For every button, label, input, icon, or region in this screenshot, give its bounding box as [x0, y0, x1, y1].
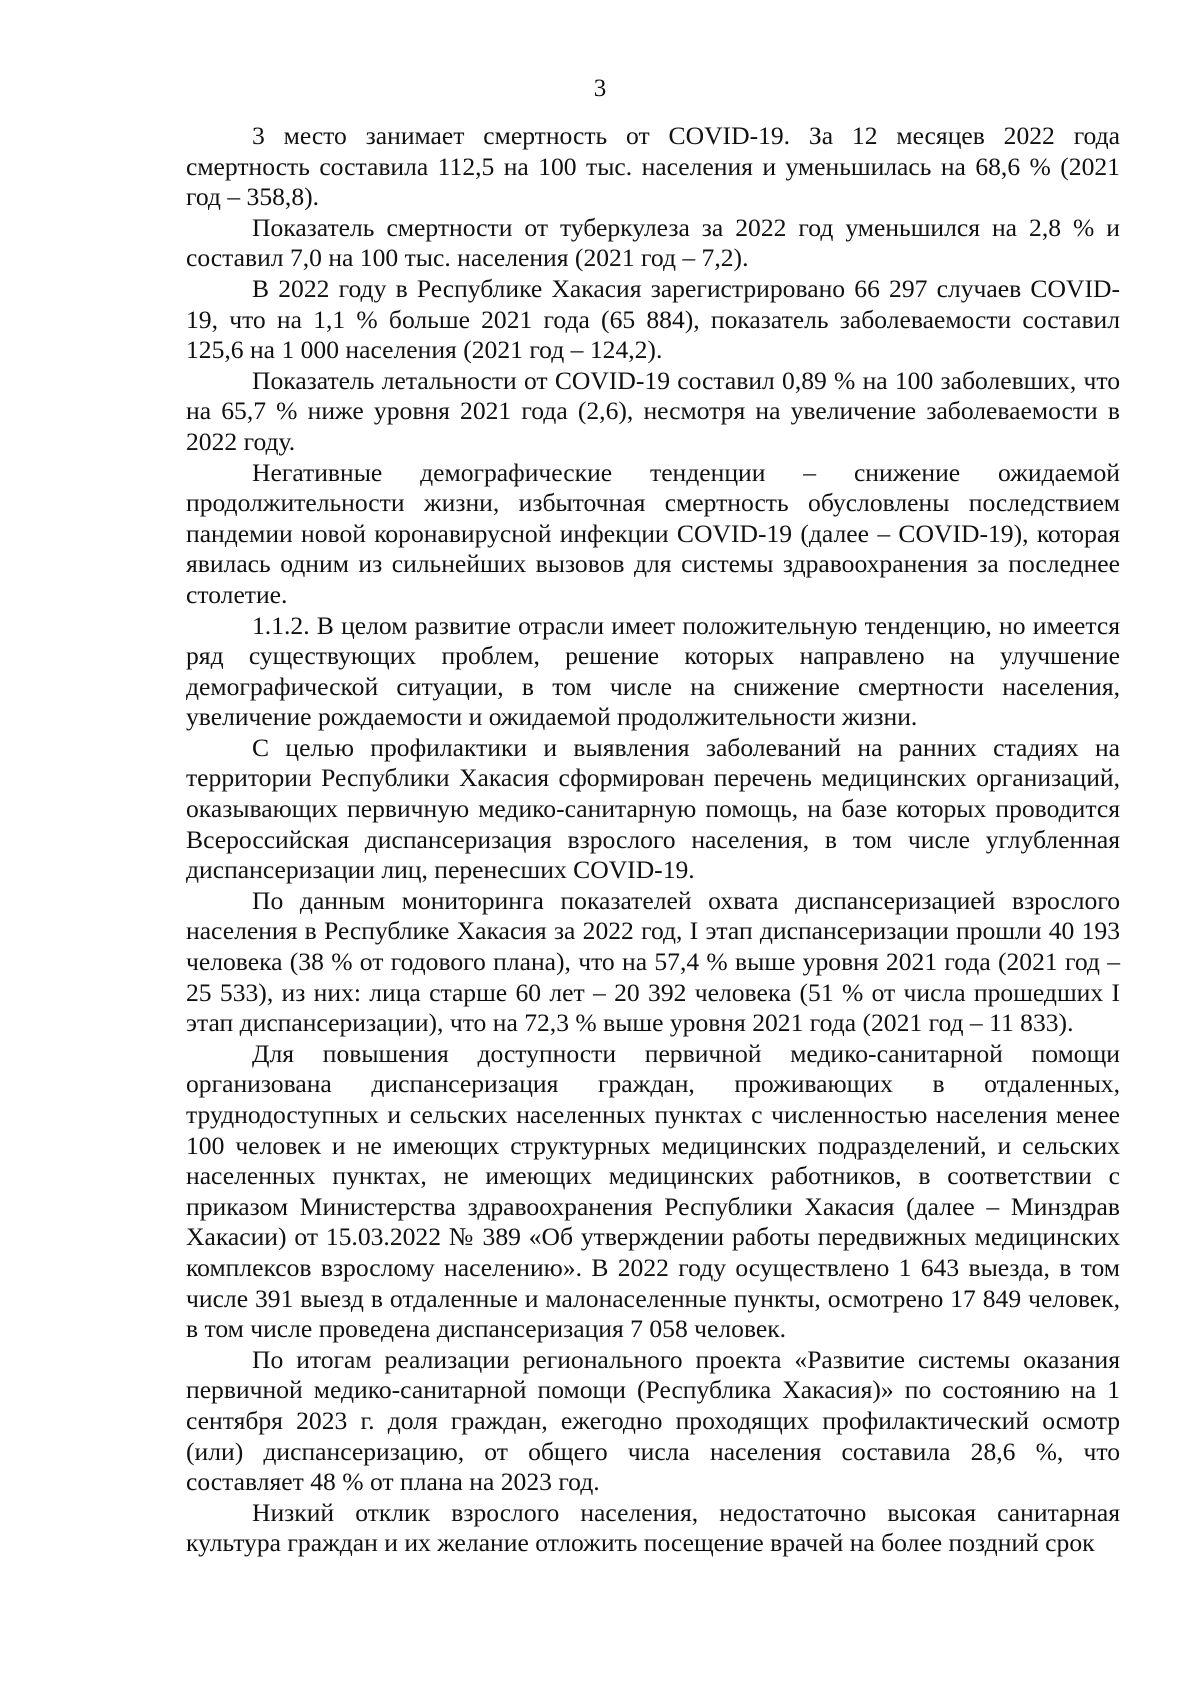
paragraph-regional-project: По итогам реализации регионального проекта «Развитие системы оказания первичной медико-санитарной помощи (Республика Хакасия)» по состоянию на 1 сентября 2023 г. доля граждан, ежегодно проходящих профилактический осмотр (или) диспансеризацию, от общего числа населения составила 28,6 %, что составляет 48 % от плана на 2023 год. — [186, 1344, 1120, 1497]
paragraph-low-response: Низкий отклик взрослого населения, недостаточно высокая санитарная культура граждан и их желание отложить посещение врачей на более поздний срок — [186, 1497, 1120, 1558]
document-body — [186, 121, 1120, 1559]
paragraph-tuberculosis-mortality: Показатель смертности от туберкулеза за 2022 год уменьшился на 2,8 % и составил 7,0 на 100 тыс. населения (2021 год – 7,2). — [186, 212, 1120, 273]
page-number: 3 — [593, 75, 607, 102]
paragraph-monitoring: По данным мониторинга показателей охвата диспансеризацией взрослого населения в Республике Хакасия за 2022 год, I этап диспансеризации прошли 40 193 человека (38 % от годового плана), что на 57,4 % выше уровня 2021 года (2021 год – 25 533), из них: лица старше 60 лет – 20 392 человека (51 % от числа прошедших I этап диспансеризации), что на 72,3 % выше уровня 2021 года (2021 год – 11 833). — [186, 885, 1120, 1038]
paragraph-prevention: С целью профилактики и выявления заболеваний на ранних стадиях на территории Республики Хакасия сформирован перечень медицинских организаций, оказывающих первичную медико-санитарную помощь, на базе которых проводится Всероссийская диспансеризация взрослого населения, в том числе углубленная диспансеризации лиц, перенесших COVID-19. — [186, 732, 1120, 885]
paragraph-covid-lethality: Показатель летальности от COVID-19 составил 0,89 % на 100 заболевших, что на 65,7 % ниже уровня 2021 года (2,6), несмотря на увеличение заболеваемости в 2022 году. — [186, 365, 1120, 456]
paragraph-industry-development: 1.1.2. В целом развитие отрасли имеет положительную тенденцию, но имеется ряд существующих проблем, решение которых направлено на улучшение демографической ситуации, в том числе на снижение смертности населения, увеличение рождаемости и ожидаемой продолжительности жизни. — [186, 610, 1120, 732]
paragraph-accessibility: Для повышения доступности первичной медико-санитарной помощи организована диспансеризация граждан, проживающих в отдаленных, труднодоступных и сельских населенных пунктах с численностью населения менее 100 человек и не имеющих структурных медицинских подразделений, и сельских населенных пунктах, не имеющих медицинских работников, в соответствии с приказом Министерства здравоохранения Республики Хакасия (далее – Минздрав Хакасии) от 15.03.2022 № 389 «Об утверждении работы передвижных медицинских комплексов взрослому населению». В 2022 году осуществлено 1 643 выезда, в том числе 391 выезд в отдаленные и малонаселенные пункты, осмотрено 17 849 человек, в том числе проведена диспансеризация 7 058 человек. — [186, 1038, 1120, 1344]
paragraph-demographic-trends: Негативные демографические тенденции – снижение ожидаемой продолжительности жизни, избыточная смертность обусловлены последствием пандемии новой коронавирусной инфекции COVID-19 (далее – COVID-19), которая явилась одним из сильнейших вызовов для системы здравоохранения за последнее столетие. — [186, 457, 1120, 609]
paragraph-covid-mortality: 3 место занимает смертность от COVID-19. За 12 месяцев 2022 года смертность составила 112,5 на 100 тыс. населения и уменьшилась на 68,6 % (2021 год – 358,8). — [186, 121, 1120, 212]
paragraph-covid-cases: В 2022 году в Республике Хакасия зарегистрировано 66 297 случаев COVID-19, что на 1,1 % больше 2021 года (65 884), показатель заболеваемости составил 125,6 на 1 000 населения (2021 год – 124,2). — [186, 273, 1120, 365]
